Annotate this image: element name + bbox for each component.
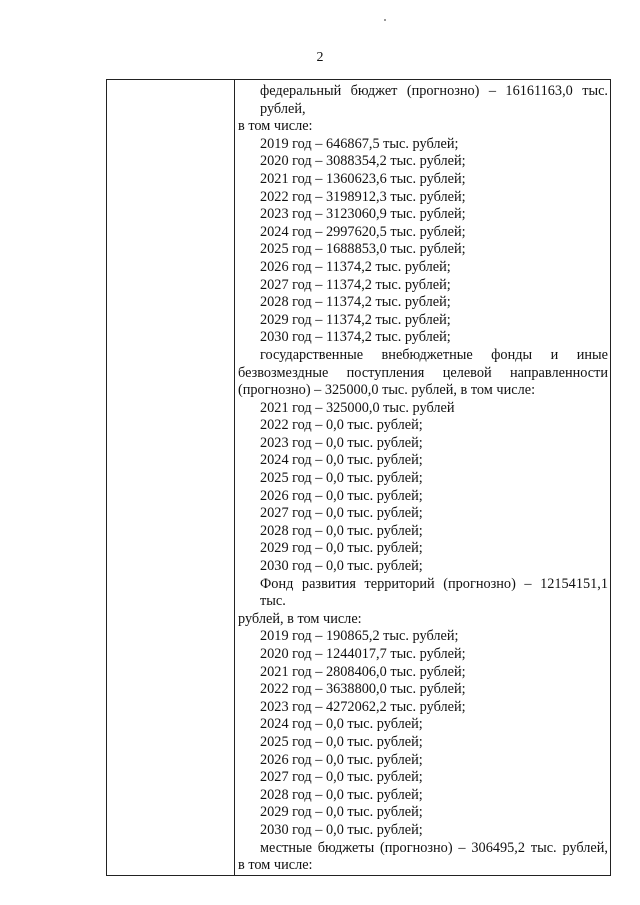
list-item: 2020 год – 1244017,7 тыс. рублей; [260,646,466,662]
list-item: 2025 год – 0,0 тыс. рублей; [260,733,423,750]
list-item: 2029 год – 0,0 тыс. рублей; [260,540,423,557]
list-item: 2021 год – 2808406,0 тыс. рублей; [260,663,466,680]
local-heading: местные бюджеты (прогнозно) – 306495,2 тыс. рублей, [260,839,608,856]
list-item: 2027 год – 0,0 тыс. рублей; [260,769,423,786]
list-item: 2020 год – 3088354,2 тыс. рублей; [260,153,466,170]
funding-table [106,79,611,876]
federal-heading-cont: в том числе: [238,118,313,135]
scan-speck [384,19,386,21]
list-item: 2030 год – 11374,2 тыс. рублей; [260,329,451,346]
list-item: 2029 год – 11374,2 тыс. рублей; [260,311,451,328]
extrabudget-heading-cont: безвозмездные поступления целевой направленности [238,364,608,381]
list-item: 2028 год – 11374,2 тыс. рублей; [260,294,451,311]
extrabudget-years-list [238,400,608,576]
list-item: 2027 год – 11374,2 тыс. рублей; [260,276,451,293]
empty-left-cell [107,80,235,876]
list-item: 2019 год – 646867,5 тыс. рублей; [260,135,459,152]
list-item: 2025 год – 1688853,0 тыс. рублей; [260,241,466,258]
list-item: 2023 год – 3123060,9 тыс. рублей; [260,206,466,223]
list-item: 2021 год – 325000,0 тыс. рублей [260,399,455,416]
federal-years-list [238,136,608,347]
list-item: 2022 год – 3198912,3 тыс. рублей; [260,188,466,205]
extrabudget-heading-end: (прогнозно) – 325000,0 тыс. рублей, в том числе: [238,382,536,399]
extrabudget-heading: государственные внебюджетные фонды и иные [260,346,608,363]
list-item: 2030 год – 0,0 тыс. рублей; [260,558,423,575]
list-item: 2023 год – 4272062,2 тыс. рублей; [260,698,466,715]
list-item: 2027 год – 0,0 тыс. рублей; [260,505,423,522]
territory-fund-years-list [238,628,608,839]
list-item: 2026 год – 0,0 тыс. рублей; [260,751,423,768]
funding-text-cell [235,80,611,876]
list-item: 2029 год – 0,0 тыс. рублей; [260,804,423,821]
territory-fund-heading-cont: рублей, в том числе: [238,610,362,627]
page-number: 2 [316,50,324,65]
federal-heading: федеральный бюджет (прогнозно) – 16161163,0 тыс. рублей, [260,83,608,117]
list-item: 2028 год – 0,0 тыс. рублей; [260,786,423,803]
list-item: 2022 год – 3638800,0 тыс. рублей; [260,681,466,698]
list-item: 2021 год – 1360623,6 тыс. рублей; [260,170,466,187]
list-item: 2024 год – 2997620,5 тыс. рублей; [260,223,466,240]
list-item: 2026 год – 11374,2 тыс. рублей; [260,258,451,275]
territory-fund-heading: Фонд развития территорий (прогнозно) – 12154151,1 тыс. [260,575,608,610]
list-item: 2024 год – 0,0 тыс. рублей; [260,452,423,469]
list-item: 2026 год – 0,0 тыс. рублей; [260,487,423,504]
local-heading-cont: в том числе: [238,857,313,874]
list-item: 2024 год – 0,0 тыс. рублей; [260,716,423,733]
table-row [107,80,611,876]
list-item: 2030 год – 0,0 тыс. рублей; [260,821,423,838]
list-item: 2023 год – 0,0 тыс. рублей; [260,434,423,451]
list-item: 2022 год – 0,0 тыс. рублей; [260,417,423,434]
list-item: 2025 год – 0,0 тыс. рублей; [260,470,423,487]
list-item: 2019 год – 190865,2 тыс. рублей; [260,628,459,645]
list-item: 2028 год – 0,0 тыс. рублей; [260,522,423,539]
